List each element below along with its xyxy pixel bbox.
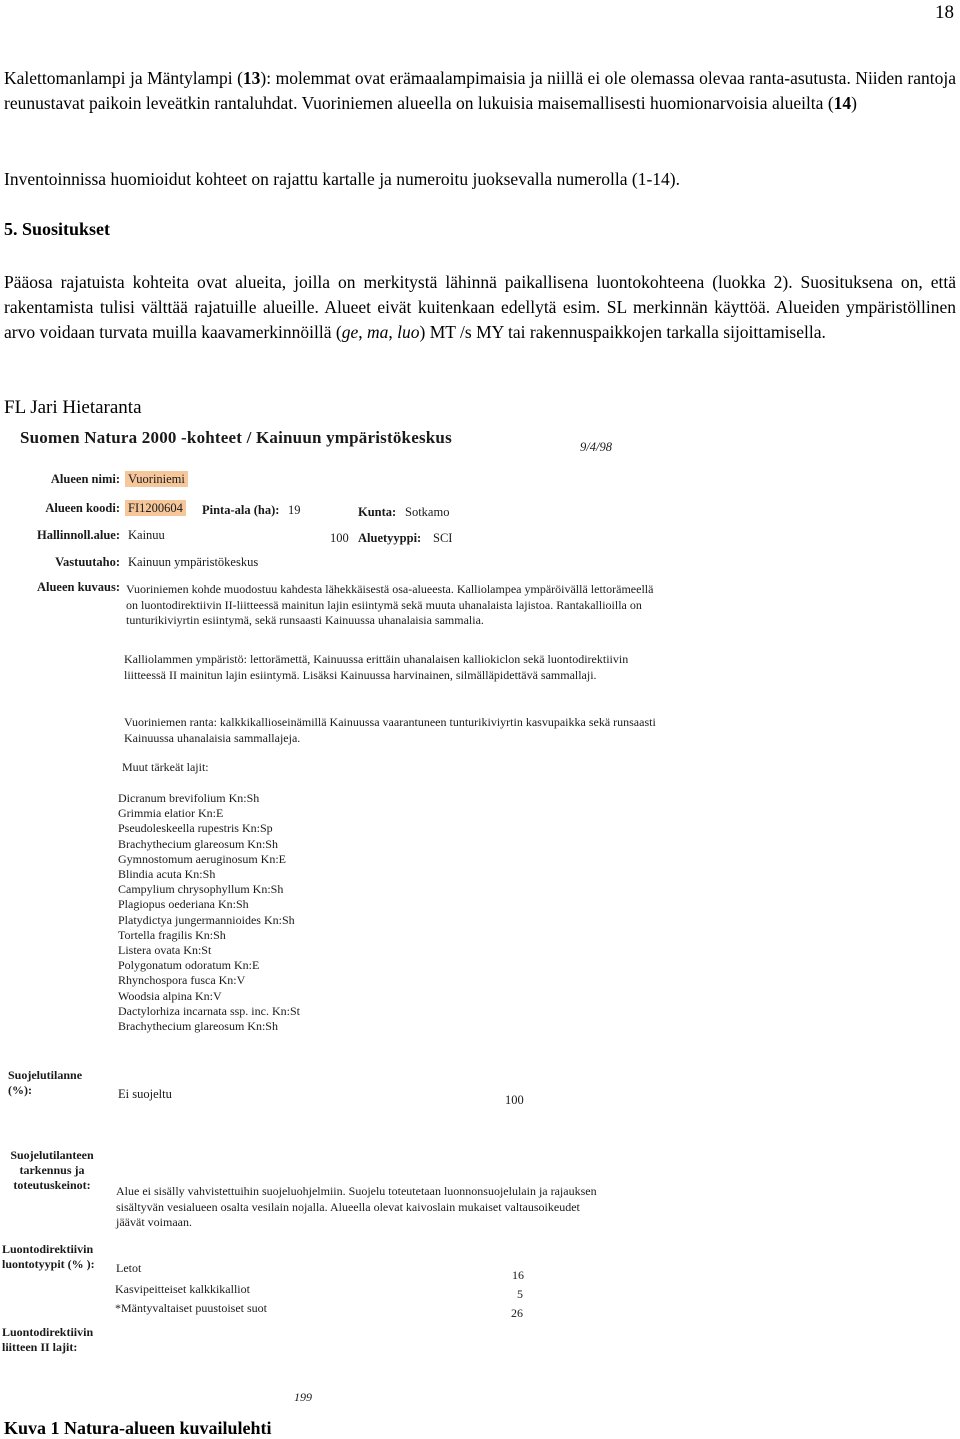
value-area: 19 (288, 503, 301, 517)
list-item: Platydictya jungermannioides Kn:Sh (118, 912, 295, 927)
label-protection-line1: Suojelutilanne (8, 1068, 83, 1082)
list-item: Plagiopus oederiana Kn:Sh (118, 897, 249, 912)
label-type: Aluetyyppi: (358, 531, 422, 545)
label-detail-line1: Suojelutilanteen (10, 1148, 94, 1162)
value-type: SCI (433, 531, 453, 545)
label-kunta: Kunta: (358, 505, 397, 519)
label-name: Alueen nimi: (50, 472, 120, 486)
paragraph-inventory: Inventoinnissa huomioidut kohteet on rajattu kartalle ja numeroitu juoksevalla numerolla (1-14). (4, 169, 681, 189)
paragraph-recommendations (4, 270, 956, 345)
label-habitat-line1: Luontodirektiivin (2, 1242, 94, 1256)
label-annex-ii (2, 1325, 93, 1355)
habitat-name: *Mäntyvaltaiset puustoiset suot (115, 1301, 267, 1315)
para3-code-ge: ge (341, 322, 359, 342)
label-vastuu: Vastuutaho: (55, 555, 120, 569)
list-item: Rhynchospora fusca Kn:V (118, 973, 246, 988)
form-date: 9/4/98 (580, 440, 612, 454)
para1-ref-14: 14 (833, 93, 852, 113)
form-page-mark: 199 (294, 1390, 312, 1404)
label-other-species: Muut tärkeät lajit: (122, 760, 209, 774)
label-protection-line2: (%): (8, 1083, 32, 1097)
label-protection (8, 1068, 82, 1098)
kuvaus-paragraph-2: Kalliolammen ympäristö: lettorämettä, Kainuussa erittäin uhanalaisen kalliokiclon sekä luontodirektiivin liitteessä II mainitun lajin esiintymä. Lisäksi Kainuussa harvinainen, silmälläpidettävä sammallaji. (124, 652, 629, 682)
author: FL Jari Hietaranta (4, 397, 142, 418)
list-item: Tortella fragilis Kn:Sh (118, 927, 226, 942)
list-item: Brachythecium glareosum Kn:Sh (118, 1019, 278, 1034)
label-habitat-types (2, 1242, 95, 1272)
protection-detail-text: Alue ei sisälly vahvistettuihin suojeluohjelmiin. Suojelu toteutetaan luonnonsuojelulain ja rajauksen sisältyvän vesialueen osalta vesilain nojalla. Alueella olevat kaivoslain mukaiset valtausoikeudet jäävät voimaan. (116, 1184, 597, 1229)
label-annex-line1: Luontodirektiivin (2, 1325, 94, 1339)
list-item: Campylium chrysophyllum Kn:Sh (118, 882, 284, 897)
habitat-name: Kasvipeitteiset kalkkikalliot (115, 1282, 250, 1296)
para3-text: Pääosa rajatuista kohteita ovat alueita, joilla on merkitystä lähinnä paikallisena luontokohteena (luokka 2). Suosituksena on, että rakentamista tulisi välttää rajatuille alueille. Alueet eivät kuitenkaan edellytä esim. SL merkinnän käyttöä. Alueiden ympäristöllinen arvo voidaan turvata muilla kaavamerkinnöillä ( (4, 272, 956, 342)
label-protection-detail (8, 1148, 96, 1193)
list-item: Dicranum brevifolium Kn:Sh (118, 791, 260, 805)
para1-ref-13: 13 (242, 68, 261, 88)
section-heading: 5. Suositukset (4, 219, 111, 239)
form-title: Suomen Natura 2000 -kohteet / Kainuun ympäristökeskus (20, 428, 452, 447)
label-area: Pinta-ala (ha): (202, 503, 280, 517)
list-item: Brachythecium glareosum Kn:Sh (118, 836, 278, 851)
para1-text-2: ): molemmat ovat erämaalampimaisia ja niillä ei ole olemassa olevaa ranta-asutusta. Niiden rantoja reunustavat paikoin leveätkin rantaluhdat. Vuoriniemen alueella on lukuisia maisemallisesti huomionarvoisia alueilta ( (4, 68, 956, 113)
label-code: Alueen koodi: (45, 501, 120, 515)
habitat-pct: 16 (512, 1268, 524, 1282)
value-code (125, 501, 186, 516)
figure-caption: Kuva 1 Natura-alueen kuvailulehti (4, 1418, 272, 1438)
list-item: Grimmia elatior Kn:E (118, 806, 224, 821)
list-item: Pseudoleskeella rupestris Kn:Sp (118, 821, 273, 836)
label-kuvaus: Alueen kuvaus: (36, 580, 120, 594)
value-kunta: Sotkamo (405, 505, 450, 519)
list-item: Polygonatum odoratum Kn:E (118, 958, 260, 973)
label-hallinto: Hallinnoll.alue: (36, 528, 120, 542)
value-protection: Ei suojeltu (118, 1087, 172, 1101)
paragraph-intro (4, 66, 956, 116)
kuvaus-paragraph-3: Vuoriniemen ranta: kalkkikallioseinämillä Kainuussa vaarantuneen tunturikiviyrtin kasvupaikka sekä runsaasti Kainuussa uhanalaisia sammallajeja. (124, 715, 656, 745)
para3-code-luo: luo (397, 322, 420, 342)
value-type-num: 100 (330, 531, 349, 545)
para1-text: Kalettomanlampi ja Mäntylampi ( (4, 68, 243, 88)
value-vastuu: Kainuun ympäristökeskus (128, 555, 259, 569)
para3-text-2: ) MT /s MY tai rakennuspaikkojen tarkalla sijoittamisella. (419, 322, 826, 342)
kuvaus-paragraph-1: Vuoriniemen kohde muodostuu kahdesta lähekkäisestä osa-alueesta. Kalliolampea ympäröivällä lettorämeellä on luontodirektiivin II-liitteessä mainitun lajin esiintymä sekä muuta uhanalaista lajistoa. Rantakallioilla on tunturikiviyrtin esiintymä, sekä runsaasti Kainuussa uhanalaisia sammalia. (126, 582, 654, 627)
value-name (125, 472, 188, 487)
habitat-pct: 26 (511, 1306, 523, 1320)
list-item: Listera ovata Kn:St (118, 943, 212, 958)
para1-text-3: ) (851, 93, 857, 113)
label-annex-line2: liitteen II lajit: (2, 1340, 78, 1354)
habitat-name: Letot (116, 1261, 142, 1275)
habitat-pct: 5 (517, 1287, 523, 1301)
value-code-text: FI1200604 (125, 500, 186, 516)
list-item: Woodsia alpina Kn:V (118, 988, 222, 1003)
list-item: Blindia acuta Kn:Sh (118, 867, 216, 882)
para3-code-ma: ma (367, 322, 389, 342)
page-number: 18 (935, 2, 954, 23)
list-item: Gymnostomum aeruginosum Kn:E (118, 851, 286, 866)
label-habitat-line2: luontotyypit (% ): (2, 1257, 95, 1271)
label-detail-line3: toteutuskeinot: (13, 1178, 91, 1192)
para3-sep: , (388, 322, 398, 342)
value-hallinto: Kainuu (128, 528, 165, 542)
para3-sep: , (358, 322, 368, 342)
species-list (118, 791, 300, 1034)
list-item: Dactylorhiza incarnata ssp. inc. Kn:St (118, 1003, 300, 1018)
value-protection-pct: 100 (505, 1093, 524, 1107)
value-name-text: Vuoriniemi (125, 471, 188, 487)
label-detail-line2: tarkennus ja (19, 1163, 85, 1177)
